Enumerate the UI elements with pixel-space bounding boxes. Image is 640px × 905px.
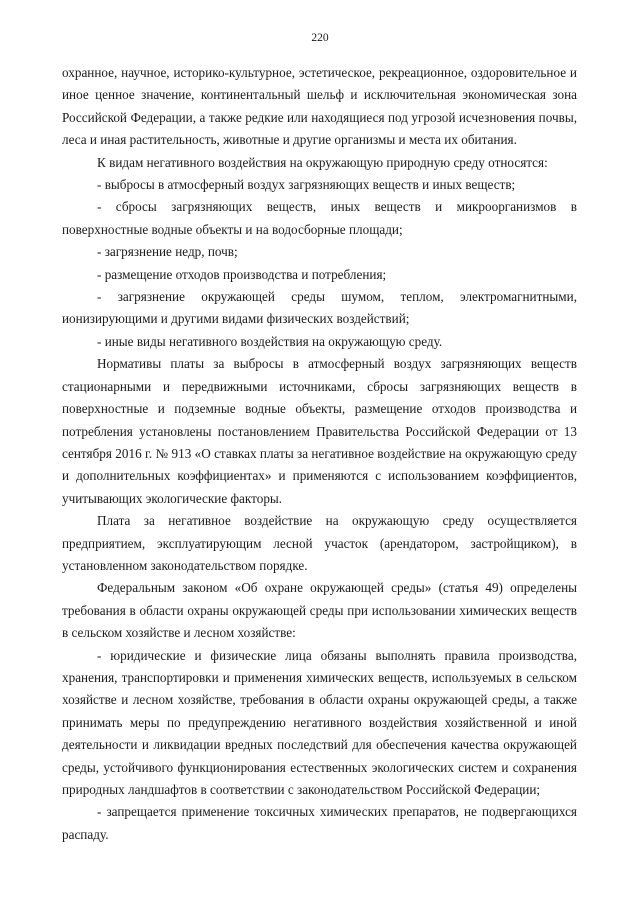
- paragraph-payment-procedure: Плата за негативное воздействие на окружающую среду осуществляется предприятием, эксплуатирующим лесной участок (арендатором, застройщиком), в установленном законодательством порядке.: [62, 513, 577, 573]
- paragraph-impact-other: - иные виды негативного воздействия на окружающую среду.: [97, 333, 443, 349]
- paragraph-requirement-prohibition: - запрещается применение токсичных химических препаратов, не подвергающихся распаду.: [62, 804, 577, 842]
- paragraph-impact-physical: - загрязнение окружающей среды шумом, теплом, электромагнитными, ионизирующими и другими видами физических воздействий;: [62, 289, 577, 327]
- paragraph-requirement-obligations: - юридические и физические лица обязаны выполнять правила производства, хранения, транспортировки и применения химических веществ, используемых в сельском хозяйстве и лесном хозяйстве, требования в области охраны окружающей среды, а также принимать меры по предупреждению негативного воздействия хозяйственной и иной деятельности и ликвидации вредных последствий для обеспечения качества окружающей среды, устойчивого функционирования естественных экологических систем и сохранения природных ландшафтов в соответствии с законодательством Российской Федерации;: [62, 647, 577, 797]
- page-number: 220: [311, 32, 329, 44]
- paragraph-impact-subsoil-pollution: - загрязнение недр, почв;: [97, 244, 238, 260]
- paragraph-impact-types-intro: К видам негативного воздействия на окружающую природную среду относятся:: [97, 154, 548, 170]
- paragraph-impact-waste-disposal: - размещение отходов производства и потребления;: [97, 266, 387, 282]
- paragraph-payment-norms: Нормативы платы за выбросы в атмосферный воздух загрязняющих веществ стационарными и передвижными источниками, сбросы загрязняющих веществ в поверхностные и подземные водные объекты, размещение отходов производства и потребления установлены постановлением Правительства Российской Федерации от 13 сентября 2016 г. № 913 «О ставках платы за негативное воздействие на окружающую среду и дополнительных коэффициентах» и применяются с использованием коэффициентов, учитывающих экологические факторы.: [62, 356, 577, 506]
- body-text: [62, 62, 577, 846]
- paragraph-federal-law: Федеральным законом «Об охране окружающей среды» (статья 49) определены требования в области охраны окружающей среды при использовании химических веществ в сельском хозяйстве и лесном хозяйстве:: [62, 580, 577, 641]
- paragraph-impact-water-discharges: - сбросы загрязняющих веществ, иных веществ и микроорганизмов в поверхностные водные объекты и на водосборные площади;: [62, 199, 577, 237]
- paragraph-protected-objects: охранное, научное, историко-культурное, эстетическое, рекреационное, оздоровительное и иное ценное значение, континентальный шельф и исключительная экономическая зона Российской Федерации, а также редкие или находящиеся под угрозой исчезновения почвы, леса и иная растительность, животные и другие организмы и места их обитания.: [62, 65, 577, 148]
- paragraph-impact-air-emissions: - выбросы в атмосферный воздух загрязняющих веществ и иных веществ;: [97, 177, 516, 193]
